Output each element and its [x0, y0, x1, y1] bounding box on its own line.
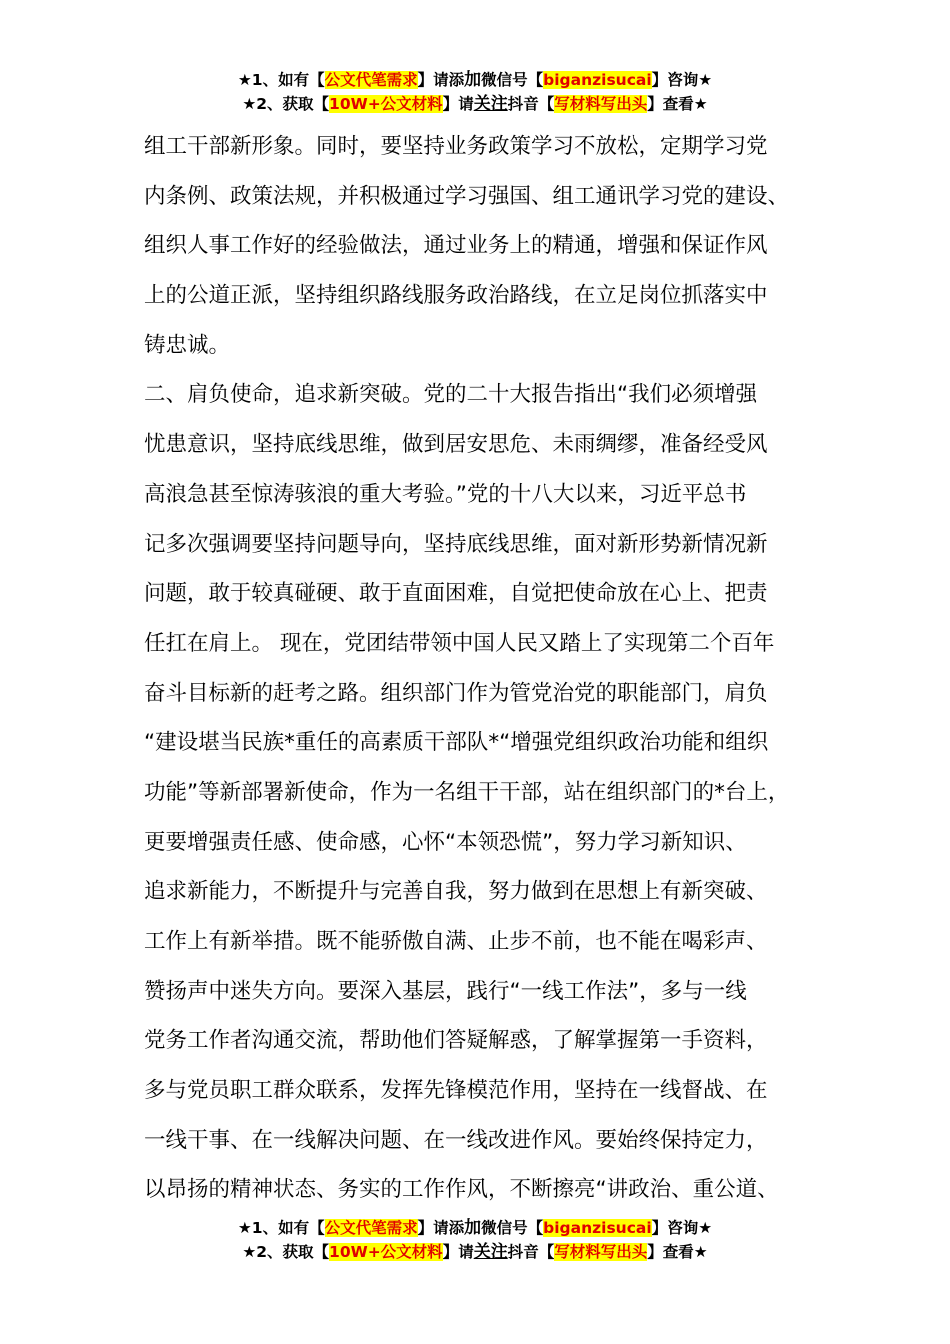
banner-line-1: ★1、如有【公文代笔需求】请添加微信号【biganzisucai】咨询★: [237, 70, 713, 90]
highlight-service: 公文代笔需求: [324, 1219, 418, 1237]
text-line: 追求新能力，不断提升与完善自我，努力做到在思想上有新突破、: [144, 879, 768, 905]
text-line: 以昂扬的精神状态、务实的工作作风，不断擦亮“讲政治、重公道、: [144, 1177, 779, 1203]
document-body: [144, 122, 844, 1215]
banner-line-2: ★2、获取【10W+公文材料】请关注抖音【写材料写出头】查看★: [242, 1242, 708, 1262]
highlight-materials: 10W+公文材料: [329, 1243, 443, 1261]
text-line: 高浪急甚至惊涛骇浪的重大考验。”党的十八大以来，习近平总书: [144, 481, 747, 507]
text-line: 上的公道正派，坚持组织路线服务政治路线，在立足岗位抓落实中: [144, 283, 768, 309]
highlight-wechat-id: biganzisucai: [543, 71, 652, 89]
footer-banner: [0, 1216, 950, 1264]
text-line: “建设堪当民族*重任的高素质干部队*“增强党组织政治功能和组织: [144, 730, 769, 756]
highlight-douyin-id: 写材料写出头: [554, 95, 648, 113]
text-line: 问题，敢于较真碰硬、敢于直面困难，自觉把使命放在心上、把责: [144, 581, 768, 607]
highlight-service: 公文代笔需求: [324, 71, 418, 89]
text-line: 内条例、政策法规，并积极通过学习强国、组工通讯学习党的建设、: [144, 183, 790, 209]
text-line: 多与党员职工群众联系，发挥先锋模范作用，坚持在一线督战、在: [144, 1078, 768, 1104]
text-line: 党务工作者沟通交流，帮助他们答疑解惑，了解掌握第一手资料，: [144, 1028, 768, 1054]
highlight-wechat-id: biganzisucai: [543, 1219, 652, 1237]
text-line: 一线干事、在一线解决问题、在一线改进作风。要始终保持定力，: [144, 1127, 768, 1153]
text-line: 记多次强调要坚持问题导向，坚持底线思维，面对新形势新情况新: [144, 531, 768, 557]
highlight-douyin-id: 写材料写出头: [554, 1243, 648, 1261]
text-line: 铸忠诚。: [144, 332, 231, 358]
text-line: 组工干部新形象。同时，要坚持业务政策学习不放松，定期学习党: [144, 134, 768, 159]
text-line: 赞扬声中迷失方向。要深入基层，践行“一线工作法”，多与一线: [144, 978, 747, 1004]
text-line: 奋斗目标新的赶考之路。组织部门作为管党治党的职能部门，肩负: [144, 680, 768, 706]
header-banner: [0, 68, 950, 116]
section-heading-line: 二、肩负使命，追求新突破。党的二十大报告指出“我们必须增强: [144, 382, 758, 408]
text-line: 功能”等新部署新使命，作为一名组干干部，站在组织部门的*台上，: [144, 779, 790, 805]
banner-line-2: ★2、获取【10W+公文材料】请关注抖音【写材料写出头】查看★: [242, 94, 708, 114]
text-line: 任扛在肩上。 现在，党团结带领中国人民又踏上了实现第二个百年: [144, 630, 775, 656]
text-line: 忧患意识，坚持底线思维，做到居安思危、未雨绸缪，准备经受风: [144, 432, 768, 458]
banner-line-1: ★1、如有【公文代笔需求】请添加微信号【biganzisucai】咨询★: [237, 1218, 713, 1238]
text-line: 工作上有新举措。既不能骄傲自满、止步不前，也不能在喝彩声、: [144, 929, 768, 954]
text-line: 组织人事工作好的经验做法，通过业务上的精通，增强和保证作风: [144, 233, 768, 259]
text-line: 更要增强责任感、使命感，心怀“本领恐慌”，努力学习新知识、: [144, 829, 747, 855]
highlight-materials: 10W+公文材料: [329, 95, 443, 113]
